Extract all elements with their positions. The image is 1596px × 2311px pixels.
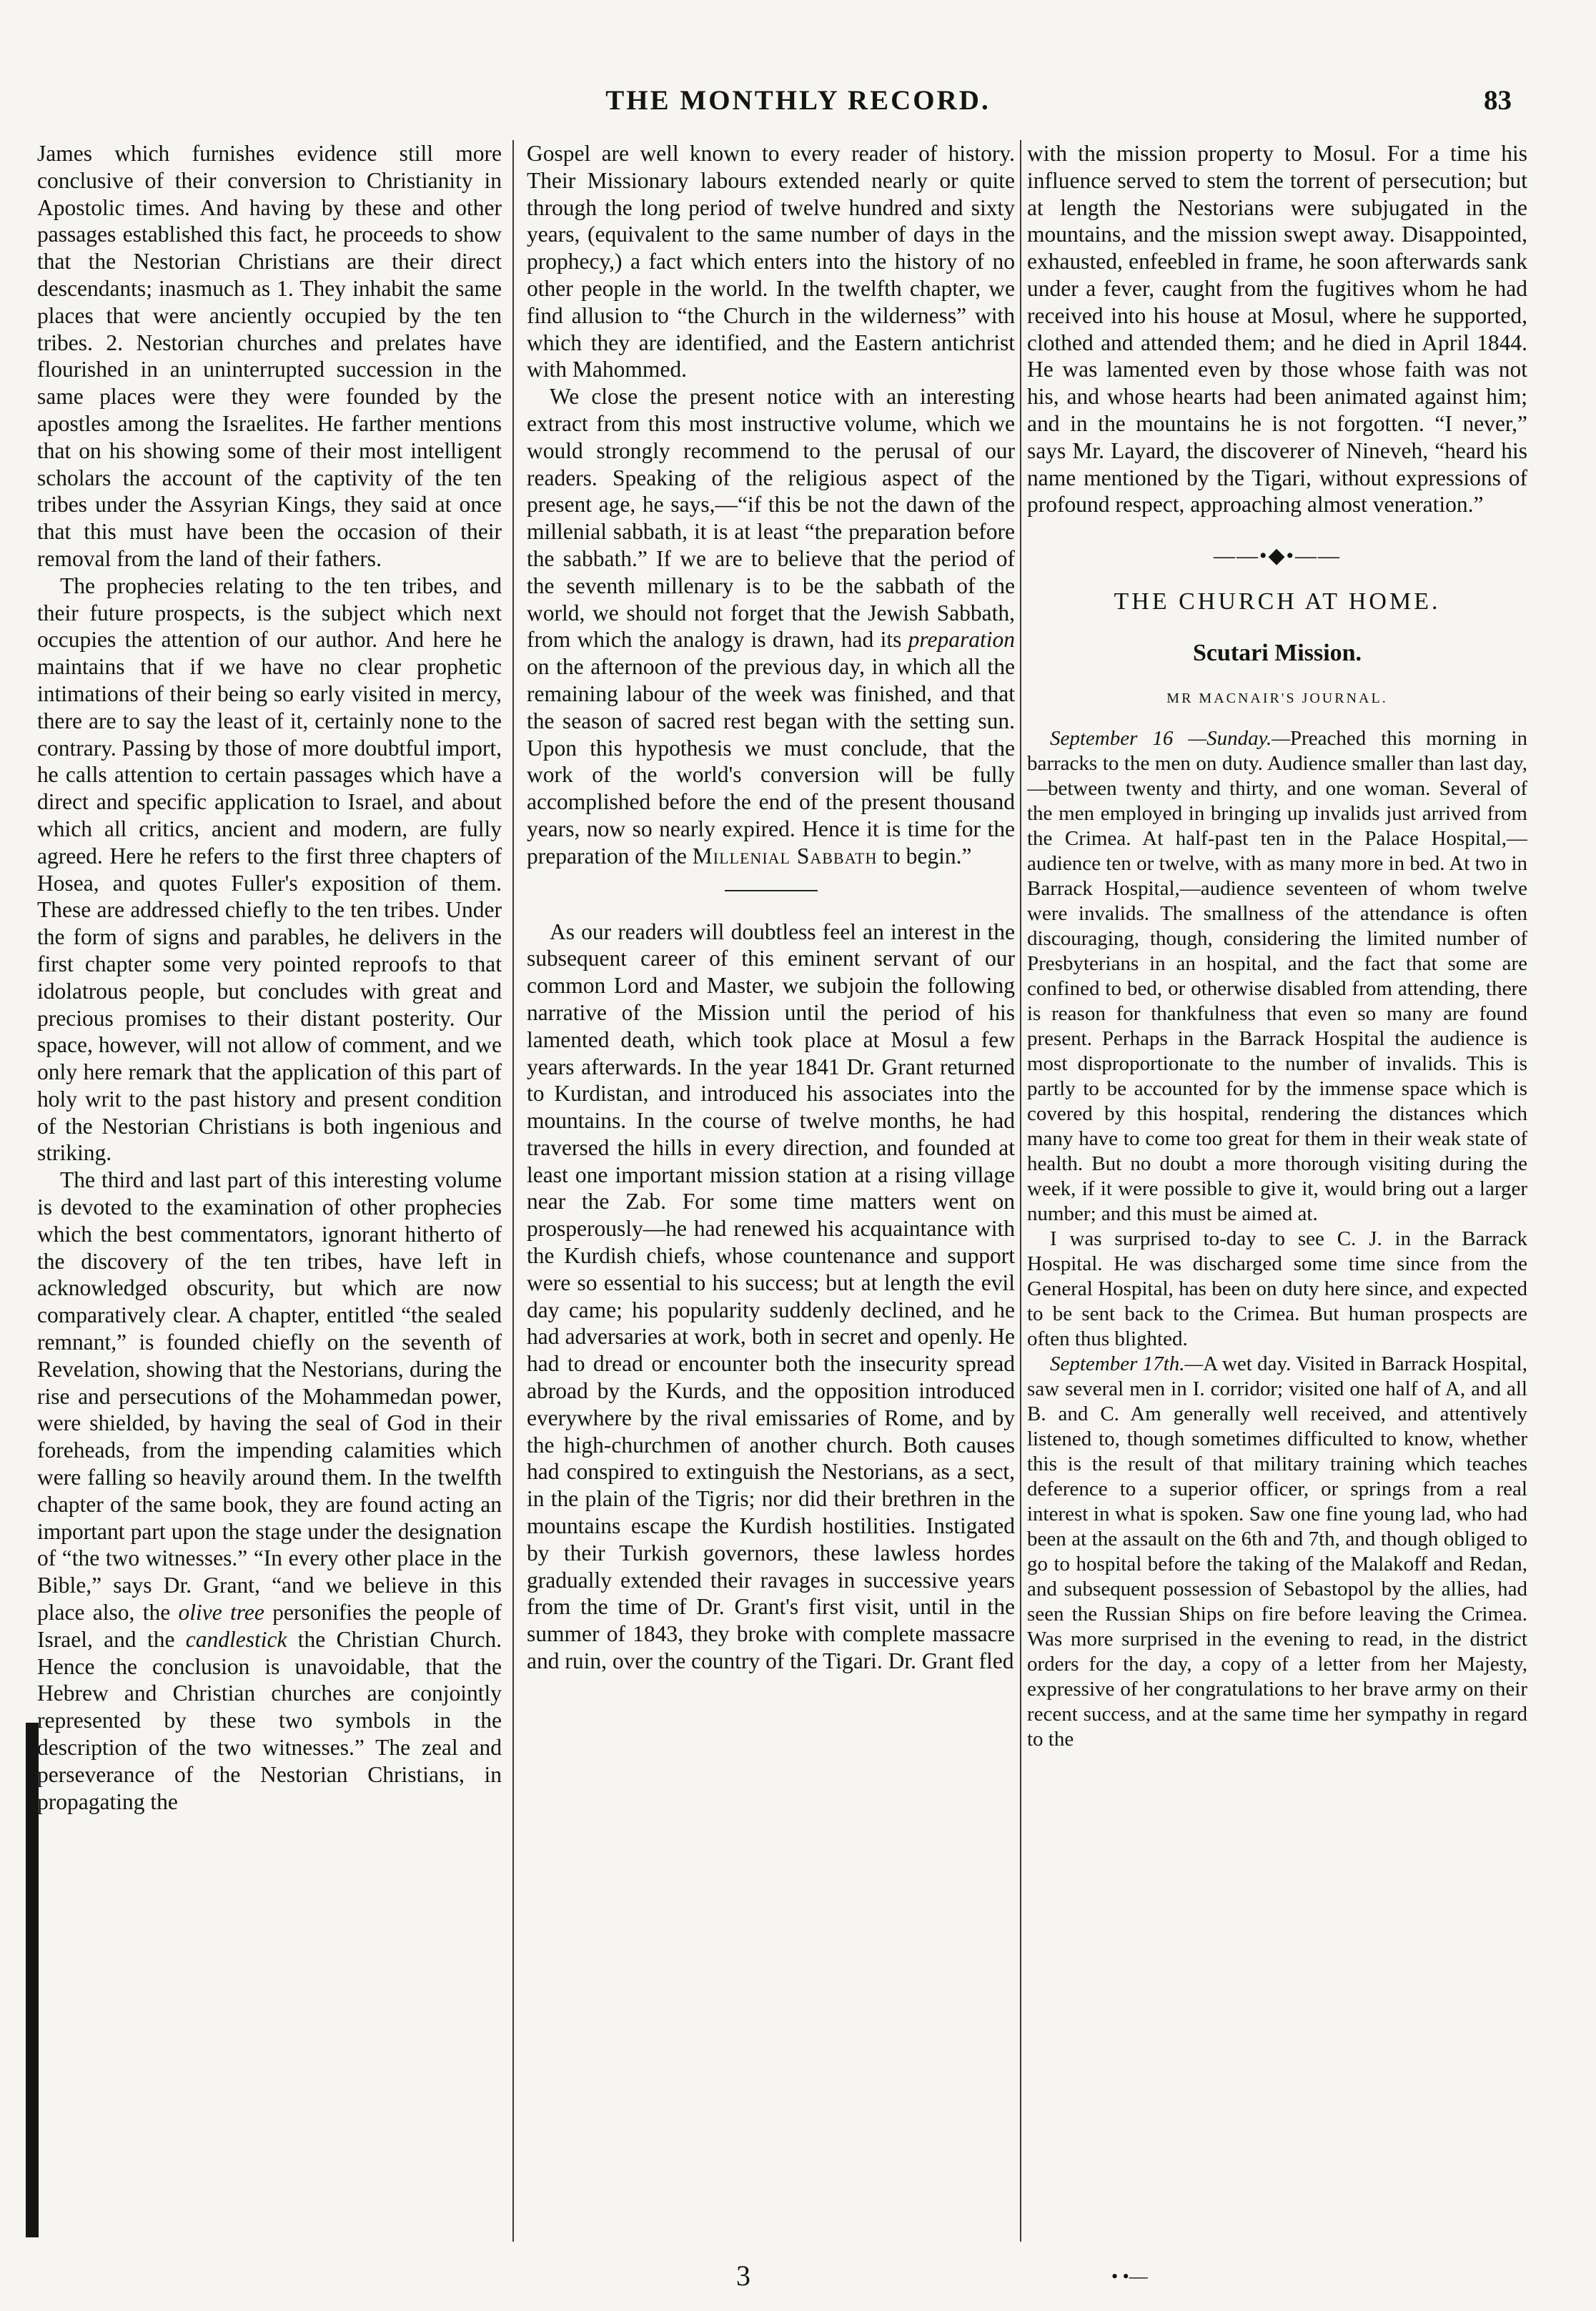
journal-entry xyxy=(1027,726,1527,1227)
ornament-divider: ——•◆•—— xyxy=(1213,544,1342,568)
paragraph: James which furnishes evidence still more conclusive of their conversion to Christianity in Apostolic times. And having by these and other passages established this fact, he proceeds to show that the Nestorian Christians are their direct descendants; inasmuch as 1. They inhabit the same places that were anciently occupied by the ten tribes. 2. Nestorian churches and prelates have flourished in an uninterrupted succession in the same places were they were founded by the apostles among the Israelites. He farther mentions that on his showing some of their most intelligent scholars the account of the captivity of the ten tribes under the Assyrian Kings, they said at once that this must have been the occasion of their removal from the land of their fathers. xyxy=(37,141,502,571)
signature-mark: 3 xyxy=(736,2260,750,2292)
running-title: THE MONTHLY RECORD. xyxy=(605,85,991,116)
paragraph xyxy=(527,383,1015,869)
page-number: 83 xyxy=(1484,85,1512,116)
journal-entry: I was surprised to-day to see C. J. in the Barrack Hospital. He was discharged some time since from the General Hospital, has been on duty here since, and expected to be sent back to the Crimea. But human prospects are often thus blighted. xyxy=(1027,1227,1527,1351)
paragraph xyxy=(37,1167,502,1815)
paragraph: As our readers will doubtless feel an interest in the subsequent career of this eminent servant of our common Lord and Master, we subjoin the following narrative of the Mission until the period of his lamented death, which took place at Mosul a few years afterwards. In the year 1841 Dr. Grant returned to Kurdistan, and introduced his associates into the mountains. In the course of twelve months, he had traversed the hills in every direction, and founded at least one important mission station at a rising village near the Zab. For some time matters went on prosperously—he had renewed his acquaintance with the Kurdish chiefs, whose countenance and support were so essential to his success; but at length the evil day came; his popularity suddenly declined, and he had adversaries at work, both in secret and openly. He had to dread or encounter both the insecurity spread abroad by the Kurds, and the opposition introduced everywhere by the rival emissaries of Rome, and by the high-churchmen of another church. Both causes had conspired to extinguish the Nestorians, as a sect, in the plain of the Tigris; nor did their brethren in the mountains escape the Kurdish hostilities. Instigated by their Turkish governors, these lawless hordes gradually extended their ravages in successive years from the time of Dr. Grant's first visit, until in the summer of 1843, they broke with complete massacre and ruin, over the country of the Tigari. Dr. Grant fled xyxy=(527,919,1015,1674)
column-right xyxy=(1027,140,1527,2249)
section-divider xyxy=(725,890,818,891)
text-run: on the afternoon of the previous day, in which all the remaining labour of the week was finished, and that the season of sacred rest began with the setting sun. Upon this hypothesis we must conclude, that the work of the world's conversion will be fully accomplished before the end of the present thousand years, now so nearly expired. Hence it is time for the preparation of the xyxy=(527,654,1015,869)
italic-term: candlestick xyxy=(185,1626,287,1652)
column-middle xyxy=(527,140,1015,2249)
section-heading: THE CHURCH AT HOME. xyxy=(1114,588,1441,615)
text-run: The third and last part of this interesting volume is devoted to the examination of other prophecies which the best commentators, ignorant hitherto of the discovery of the ten tribes, have left in acknowledged obscurity, but which are now comparatively clear. A chapter, entitled “the sealed remnant,” is founded chiefly on the seventh of Revelation, showing that the Nestorians, during the rise and persecutions of the Mohammedan power, were shielded, by having the seal of God in their foreheads, from the impending calamities which were falling so heavily around them. In the twelfth chapter of the same book, they are found acting an important part upon the stage under the designation of “the two witnesses.” “In every other place in the Bible,” says Dr. Grant, “and we believe in this place also, the xyxy=(37,1167,502,1625)
text-run: the Christian Church. Hence the conclusion is unavoidable, that the Hebrew and Christian churches are conjointly represented by these two symbols in the description of the two witnesses.” The zeal and perseverance of the Nestorian Christians, in propagating the xyxy=(37,1626,502,1814)
journal xyxy=(1027,726,1527,1752)
column-rule-right xyxy=(1020,140,1021,2242)
journal-entry xyxy=(1027,1352,1527,1752)
text-run: A wet day. Visited in Barrack Hospital, saw several men in I. corridor; visited one half of A, and all B. and C. Am generally well received, and attentively listened to, though sometimes difficulted to know, whether this is the result of that military training which teaches deference to a superior officer, or springs from a real interest in what is spoken. Saw one fine young lad, who had been at the assault on the 6th and 7th, and though obliged to go to hospital before the taking of the Malakoff and Redan, and subsequent possession of Sebastopol by the allies, had seen the Russian Ships on fire before leaving the Crimea. Was more surprised in the evening to read, in the district orders for the day, a copy of a letter from her Majesty, expressive of her congratulations to her brave army on their recent success, and at the same time her sympathy in regard to the xyxy=(1027,1352,1527,1751)
entry-date: September 17th.— xyxy=(1050,1352,1204,1376)
subheading: Scutari Mission. xyxy=(1192,639,1362,666)
page-mark: • •— xyxy=(1111,2266,1148,2287)
text-run: We close the present notice with an interesting extract from this most instructive volume, which we would strongly recommend to the perusal of our readers. Speaking of the religious aspect of the present age, he says,—“if this be not the dawn of the millenial sabbath, it is at least “the preparation before the sabbath.” If we are to believe that the period of the seventh millenary is to be the sabbath of the world, we should not forget that the Jewish Sabbath, from which the analogy is drawn, had its xyxy=(527,384,1015,653)
italic-term: olive tree xyxy=(178,1600,264,1625)
small-caps-term: Millenial Sabbath xyxy=(692,843,878,869)
paragraph: with the mission property to Mosul. For a time his influence served to stem the torrent of persecution; but at length the Nestorians were subjugated in the mountains, and the mission swept away. Disappointed, exhausted, enfeebled in frame, he soon afterwards sank under a fever, caught from the fugitives whom he had received into his house at Mosul, where he supported, clothed and attended them; and he died in April 1844. He was lamented even by those whose faith was not his, and whose hearts had been animated against him; and in the mountains he is not forgotten. “I never,” says Mr. Layard, the discoverer of Nineveh, “heard his name mentioned by the Tigari, without expressions of profound respect, approaching almost veneration.” xyxy=(1027,141,1527,518)
page-header xyxy=(0,0,1596,114)
italic-term: preparation xyxy=(908,627,1015,653)
column-left xyxy=(37,140,502,2249)
entry-date: September 16 —Sunday.— xyxy=(1050,727,1290,751)
text-run: personifies the people of Israel, and the xyxy=(37,1600,502,1652)
paragraph: The prophecies relating to the ten tribes, and their future prospects, is the subject which next occupies the attention of our author. And here he maintains that if we have no clear prophetic intimations of their being so early visited in mercy, there are to say the least of it, certainly none to the contrary. Passing by those of more doubtful import, he calls attention to certain passages which have a direct and specific application to Israel, and about which all critics, ancient and modern, are fully agreed. Here he refers to the first three chapters of Hosea, and quotes Fuller's exposition of them. These are addressed chiefly to the ten tribes. Under the form of signs and parables, he delivers in the first chapter some very pointed reproofs to that idolatrous people, but concludes with great and precious promises to their distant posterity. Our space, however, will not allow of comment, and we only here remark that the application of this part of holy writ to the past history and present condition of the Nestorian Christians is both ingenious and striking. xyxy=(37,573,502,1166)
text-run: to begin.” xyxy=(883,843,972,869)
paragraph: Gospel are well known to every reader of history. Their Missionary labours extended nearly or quite through the long period of twelve hundred and sixty years, (equivalent to the same number of days in the prophecy,) a fact which enters into the history of no other people in the world. In the twelfth chapter, we find allusion to “the Church in the wilderness” with which they are identified, and the Eastern antichrist with Mahommed. xyxy=(527,141,1015,382)
journal-heading: MR MACNAIR'S JOURNAL. xyxy=(1166,690,1388,706)
column-rule-left xyxy=(512,140,514,2242)
text-run: Preached this morning in barracks to the men on duty. Audience smaller than last day,—between twenty and thirty, and one woman. Several of the men employed in bringing up invalids just arrived from the Crimea. At half-past ten in the Palace Hospital,—audience ten or twelve, with as many more in bed. At two in Barrack Hospital,—audience seventeen of whom twelve were invalids. The smallness of the attendance is often discouraging, though, considering the limited number of Presbyterians in an hospital, and the fact that some are confined to bed, or otherwise disabled from attending, there is reason for thankfulness that even so many are found present. Perhaps in the Barrack Hospital the audience is most disproportionate to the number of invalids. This is partly to be accounted for by the immense space which is covered by this hospital, rendering the distances which many have to come too great for them in their weak state of health. But no doubt a more thorough visiting during the week, if it were possible to give it, would bring out a larger number; and this must be aimed at. xyxy=(1027,727,1527,1226)
